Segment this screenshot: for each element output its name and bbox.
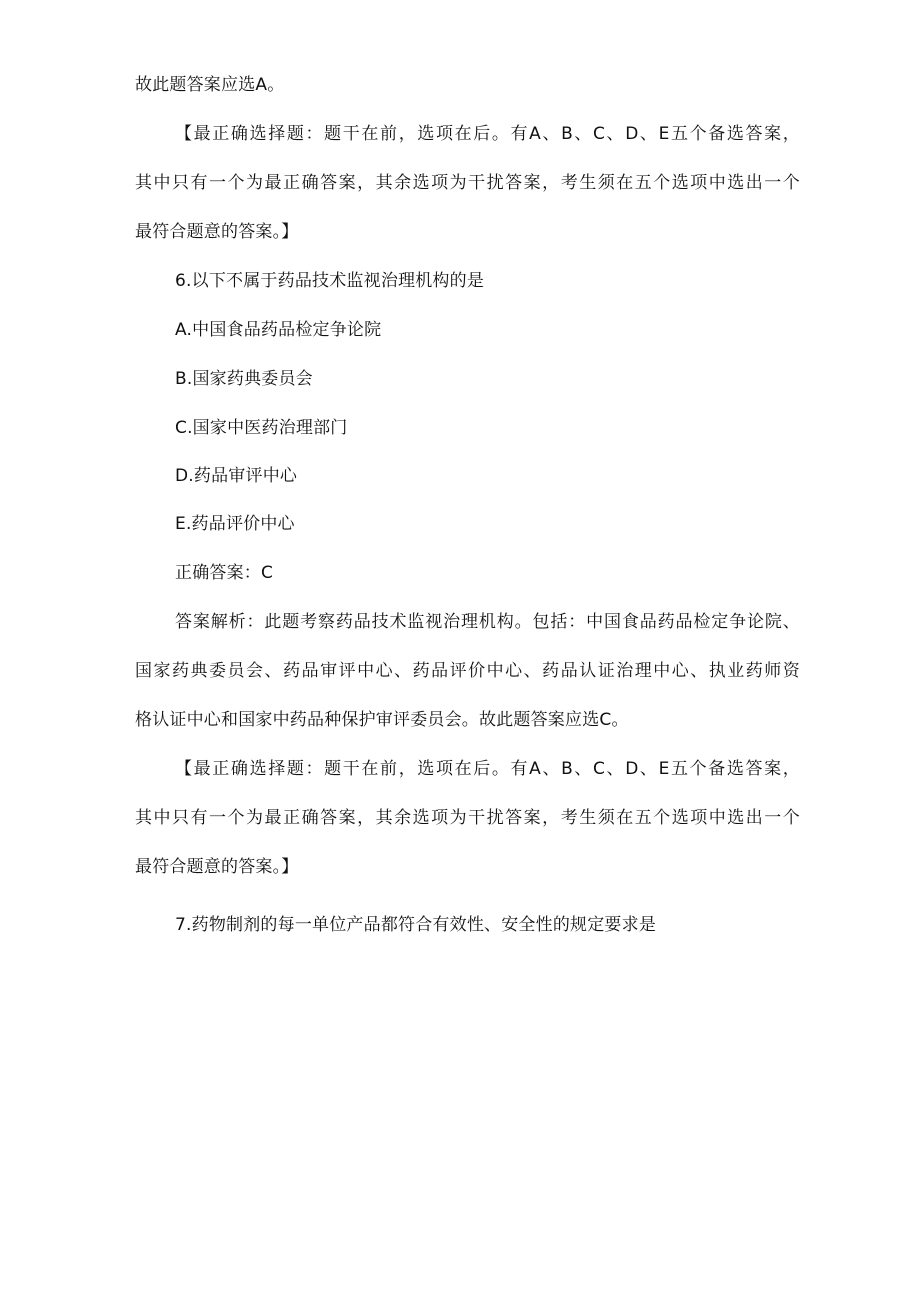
q6-analysis-line-3: 格认证中心和国家中药品种保护审评委员会。故此题答案应选C。 [135, 710, 629, 730]
note-2-line-2: 其中只有一个为最正确答案，其余选项为干扰答案，考生须在五个选项中选出一个 [135, 808, 800, 828]
q6-option-b: B.国家药典委员会 [175, 369, 313, 389]
q6-option-c: C.国家中医药治理部门 [175, 418, 348, 438]
q6-option-a: A.中国食品药品检定争论院 [175, 320, 382, 340]
note-2-line-1: 【最正确选择题：题干在前，选项在后。有A、B、C、D、E五个备选答案， [175, 759, 800, 779]
q6-analysis-line-1: 答案解析：此题考察药品技术监视治理机构。包括：中国食品药品检定争论院、 [175, 612, 800, 632]
note-1-line-1: 【最正确选择题：题干在前，选项在后。有A、B、C、D、E五个备选答案， [175, 124, 800, 144]
q5-conclusion: 故此题答案应选A。 [135, 75, 285, 95]
note-1-line-3: 最符合题意的答案。】 [135, 222, 299, 242]
q6-analysis-line-2: 国家药典委员会、药品审评中心、药品评价中心、药品认证治理中心、执业药师资 [135, 661, 800, 681]
q6-answer: 正确答案：C [175, 563, 274, 583]
q7-question: 7.药物制剂的每一单位产品都符合有效性、安全性的规定要求是 [175, 915, 657, 935]
q6-option-d: D.药品审评中心 [175, 466, 298, 486]
q6-option-e: E.药品评价中心 [175, 514, 295, 534]
note-2-line-3: 最符合题意的答案。】 [135, 857, 299, 877]
note-1-line-2: 其中只有一个为最正确答案，其余选项为干扰答案，考生须在五个选项中选出一个 [135, 173, 800, 193]
q6-question: 6.以下不属于药品技术监视治理机构的是 [175, 271, 485, 291]
